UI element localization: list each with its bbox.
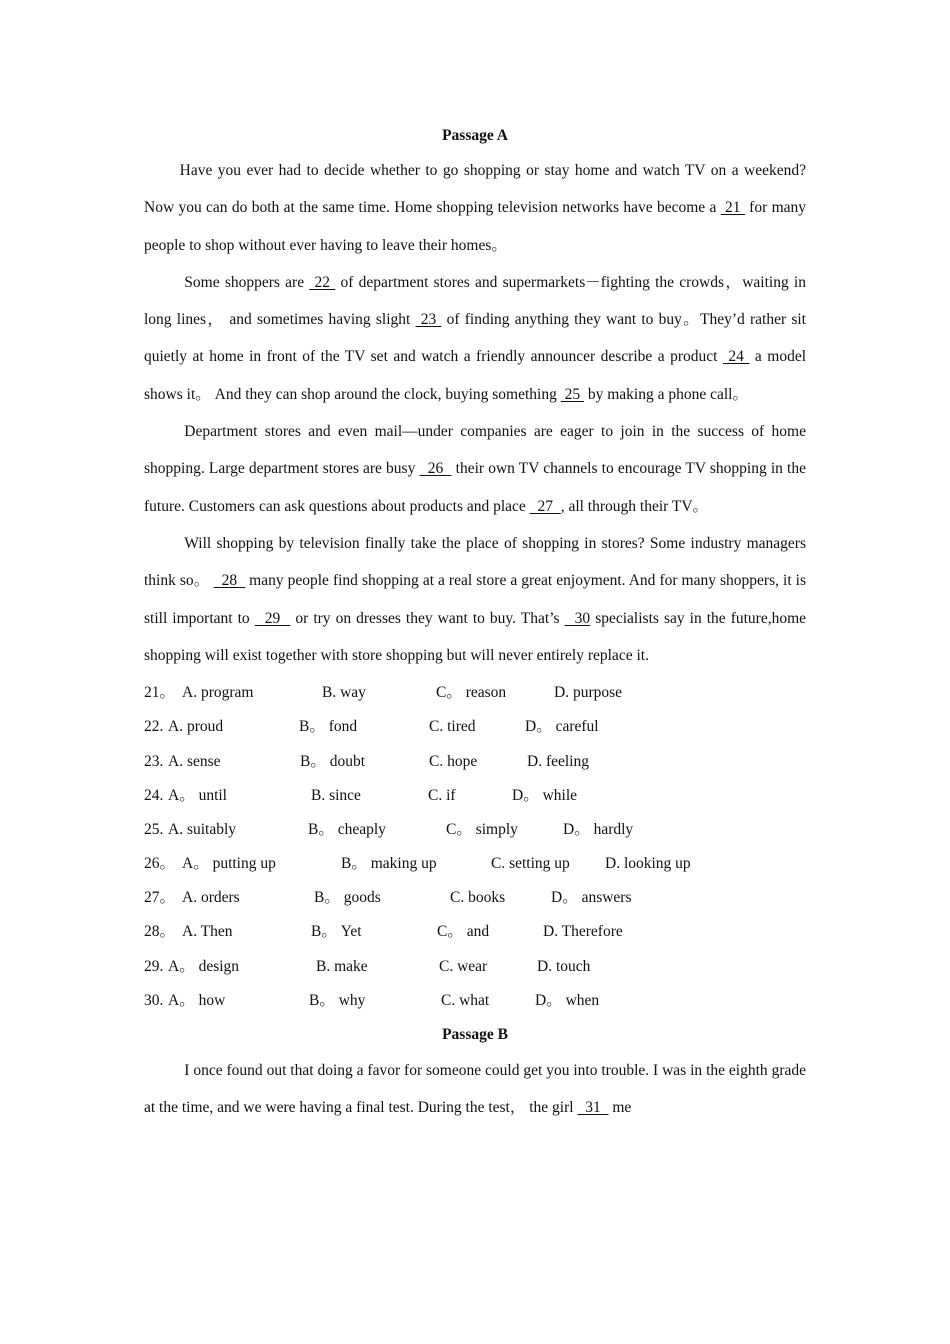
paragraph-text: I once found out that doing a favor for someone could get you into trouble. I was in the eighth grade at the time, and we were having a final test. During the test， the girl <box>144 1062 806 1117</box>
passage-a-title: Passage A <box>442 127 508 144</box>
paragraph <box>144 1052 806 1127</box>
option-c[interactable]: C. what <box>441 991 490 1009</box>
option-c[interactable]: C. if <box>428 786 456 804</box>
option-d[interactable]: D. Therefore <box>543 923 623 941</box>
question-number: 25. <box>144 820 164 838</box>
paragraph-text: many people find shopping at a real store a great enjoyment. And for many shoppers, it is still important to <box>144 572 807 627</box>
option-a[interactable]: A。 until <box>168 786 227 804</box>
blank-number: 24 <box>722 348 750 366</box>
paragraph <box>144 152 806 264</box>
paragraph <box>144 413 806 525</box>
question-number: 27。 <box>144 889 176 907</box>
question-row <box>144 813 806 847</box>
blank-number: 25 <box>560 385 584 403</box>
question-row <box>144 779 806 813</box>
blank-number: 27 <box>529 497 561 515</box>
paragraph-text: for many people to shop without ever having to leave their homes。 <box>144 199 807 254</box>
document-page <box>144 126 806 1127</box>
paragraph-text: , all through their TV。 <box>560 497 709 515</box>
blank-number: 30 <box>564 609 591 627</box>
option-a[interactable]: A. sense <box>168 752 221 770</box>
option-b[interactable]: B。 doubt <box>300 752 366 770</box>
question-row <box>144 710 806 744</box>
option-d[interactable]: D。 hardly <box>563 820 634 838</box>
passage-b-title: Passage B <box>442 1026 508 1044</box>
passage-b-body <box>144 1052 806 1127</box>
option-d[interactable]: D。 while <box>512 786 578 804</box>
blank-number: 26 <box>419 460 452 478</box>
option-d[interactable]: D。 careful <box>525 718 599 736</box>
option-a[interactable]: A. proud <box>168 718 224 736</box>
option-d[interactable]: D. purpose <box>554 684 623 702</box>
question-number: 23. <box>144 752 164 770</box>
question-number: 28。 <box>144 923 176 941</box>
option-d[interactable]: D. looking up <box>605 855 691 873</box>
option-c[interactable]: C. setting up <box>491 855 570 873</box>
question-number: 22. <box>144 718 164 736</box>
paragraph-text: a model shows it。 And they can shop around the clock, buying something <box>144 348 807 403</box>
option-b[interactable]: B. make <box>316 957 368 975</box>
paragraph-text: of department stores and supermarkets－fighting the crowds，waiting in long lines， and sometimes having slight <box>144 273 806 329</box>
blank-number: 22 <box>309 273 336 291</box>
option-d[interactable]: D。 answers <box>551 889 632 907</box>
question-row <box>144 915 806 949</box>
paragraph <box>144 525 806 674</box>
question-row <box>144 881 806 915</box>
paragraph-text: of finding anything they want to buy。They’d rather sit quietly at home in front of the TV set and watch a friendly announcer describe a product <box>144 311 806 366</box>
blank-number: 31 <box>577 1099 609 1117</box>
question-row <box>144 745 806 779</box>
option-a[interactable]: A。 putting up <box>182 855 276 873</box>
option-b[interactable]: B. way <box>322 684 366 702</box>
option-b[interactable]: B。 fond <box>299 718 358 736</box>
question-number: 26。 <box>144 855 176 873</box>
option-b[interactable]: B。 cheaply <box>308 820 386 838</box>
option-c[interactable]: C。 and <box>437 923 490 941</box>
paragraph <box>144 264 806 413</box>
option-a[interactable]: A。 design <box>168 957 240 975</box>
option-c[interactable]: C。 reason <box>436 684 507 702</box>
paragraph-text: Have you ever had to decide whether to go shopping or stay home and watch TV on a weekend? Now you can do both at the same time. Home shopping television networks have become a <box>144 162 806 217</box>
paragraph-text: their own TV channels to encourage TV shopping in the future. Customers can ask questions about products and place <box>144 460 806 515</box>
question-number: 21。 <box>144 684 176 702</box>
paragraph-text: or try on dresses they want to buy. That’s <box>290 609 565 627</box>
paragraph-text: me <box>608 1099 632 1117</box>
passage-a-body <box>144 152 806 674</box>
option-b[interactable]: B. since <box>311 786 361 804</box>
option-a[interactable]: A。 how <box>168 991 226 1009</box>
question-number: 30. <box>144 991 164 1009</box>
option-a[interactable]: A. orders <box>182 889 240 907</box>
paragraph-text: Will shopping by television finally take the place of shopping in stores? Some industry managers think so。 <box>144 534 806 590</box>
passage-a-questions <box>144 676 806 1018</box>
blank-number: 29 <box>254 609 291 627</box>
blank-number: 23 <box>415 311 442 329</box>
option-a[interactable]: A. suitably <box>168 820 237 838</box>
option-c[interactable]: C. tired <box>429 718 476 736</box>
option-a[interactable]: A. program <box>182 684 254 702</box>
option-b[interactable]: B。 making up <box>341 855 437 873</box>
option-c[interactable]: C. books <box>450 889 506 907</box>
option-d[interactable]: D。 when <box>535 991 600 1009</box>
option-b[interactable]: B。 why <box>309 991 366 1009</box>
paragraph-text: specialists say in the future,home shopping will exist together with store shopping but will never entirely replace it. <box>144 609 807 664</box>
question-row <box>144 950 806 984</box>
blank-number: 28 <box>213 572 246 590</box>
question-row <box>144 847 806 881</box>
blank-number: 21 <box>720 199 745 217</box>
option-c[interactable]: C。 simply <box>446 820 518 838</box>
paragraph-text: Some shoppers are <box>184 273 310 291</box>
option-b[interactable]: B。 Yet <box>311 923 362 941</box>
option-c[interactable]: C. wear <box>439 957 488 975</box>
option-a[interactable]: A. Then <box>182 923 233 941</box>
option-d[interactable]: D. touch <box>537 957 591 975</box>
question-number: 24. <box>144 786 164 804</box>
question-row <box>144 984 806 1018</box>
paragraph-text: by making a phone call。 <box>583 385 748 403</box>
paragraph-text: Department stores and even mail—under companies are eager to join in the success of home shopping. Large department stores are busy <box>144 423 806 478</box>
option-b[interactable]: B。 goods <box>314 889 381 907</box>
question-row <box>144 676 806 710</box>
option-c[interactable]: C. hope <box>429 752 478 770</box>
question-number: 29. <box>144 957 164 975</box>
option-d[interactable]: D. feeling <box>527 752 589 770</box>
